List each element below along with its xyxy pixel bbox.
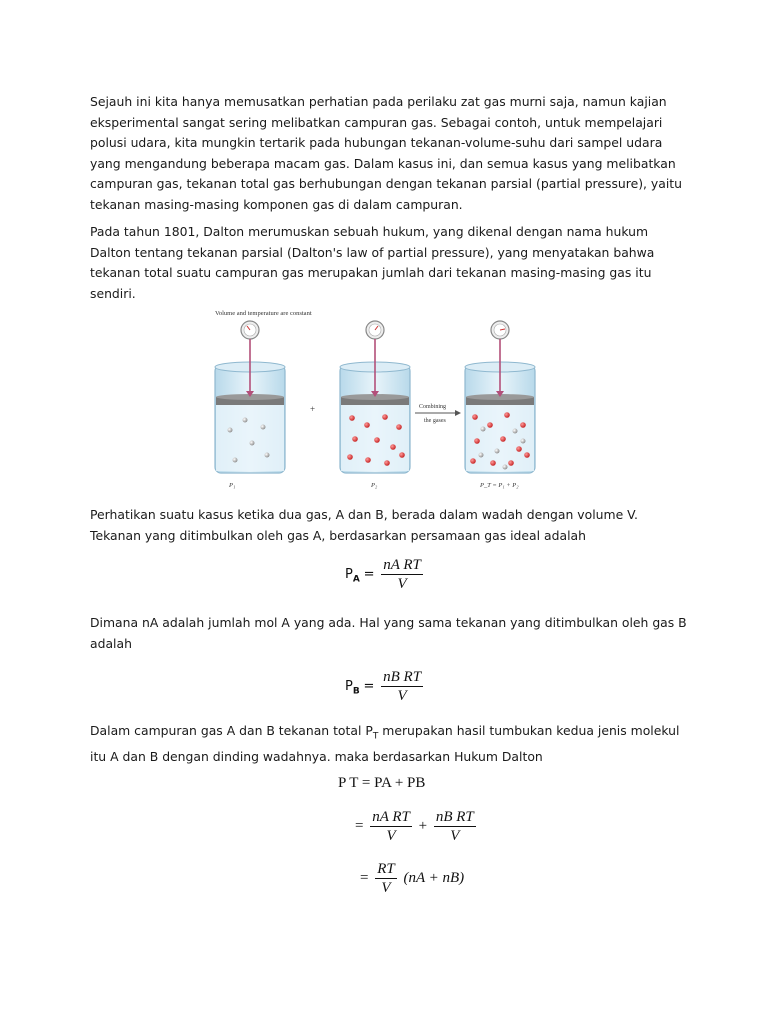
equation-pt: P T = PA + PB: [338, 775, 426, 791]
l2-fraction-a: $\frac{\text{nA RT}}{V}$: [372, 809, 410, 844]
container-gas-a: [215, 321, 285, 473]
dalton-figure: [205, 305, 545, 495]
l2-fraction-b: $\frac{\text{nB RT}}{V}$: [435, 809, 474, 844]
label-p1: P₁: [229, 482, 236, 489]
pb-numerator: nB RT: [383, 669, 422, 685]
paragraph-two-gases: Perhatikan suatu kasus ketika dua gas, A dan B, berada dalam wadah dengan volume V. Tekanan yang ditimbulkan oleh gas A, berdasarkan persamaan gas ideal adalah: [90, 507, 638, 543]
pa-fraction: [381, 557, 423, 592]
pb-lhs: $P_B$: [345, 678, 360, 697]
figure-caption-top: Volume and temperature are constant: [215, 310, 312, 317]
equation-pa: [345, 557, 426, 592]
equation-pt-expanded: [355, 809, 479, 844]
pb-fraction: [381, 669, 423, 704]
pb-equals: =: [363, 678, 375, 694]
container-mixed-gas: [465, 321, 535, 473]
pa-equals: =: [363, 566, 375, 582]
paragraph-na-definition: Dimana nA adalah jumlah mol A yang ada. Hal yang sama tekanan yang ditimbulkan oleh gas B adalah: [90, 615, 687, 651]
label-p2: P₂: [371, 482, 378, 489]
paragraph-dalton-law: Pada tahun 1801, Dalton merumuskan sebuah hukum, yang dikenal dengan nama hukum Dalton tentang tekanan parsial (Dalton's law of partial pressure), yang menyatakan bahwa tekanan total suatu campuran gas merupakan jumlah dari tekanan masing-masing gas itu sendiri.: [90, 224, 655, 301]
paragraph-intro: Sejauh ini kita hanya memusatkan perhatian pada perilaku zat gas murni saja, namun kajian eksperimental sangat sering melibatkan campuran gas. Sebagai contoh, untuk mempelajari polusi udara, kita mungkin tertarik pada hubungan tekanan-volume-suhu dari sampel udara yang mengandung beberapa macam gas. Dalam kasus ini, dan semua kasus yang melibatkan campuran gas, tekanan total gas berhubungan dengan tekanan parsial (partial pressure), yaitu tekanan masing-masing komponen gas di dalam campuran.: [90, 94, 683, 212]
arrow-label-2: the gases: [424, 418, 446, 424]
paragraph-total-pressure: Dalam campuran gas A dan B tekanan total $P_T$ merupakan hasil tumbukan kedua jenis molekul itu A dan B dengan dinding wadahnya. maka berdasarkan Hukum Dalton: [90, 723, 680, 764]
pb-denominator: V: [397, 688, 407, 704]
l3-parenthesis: (nA + nB): [403, 869, 465, 886]
equation-pt-factored: [360, 861, 464, 896]
plus-sign: +: [310, 404, 316, 414]
equation-pb: [345, 669, 426, 704]
l3-equals: =: [360, 869, 369, 886]
l2-plus: +: [418, 817, 428, 834]
pa-denominator: V: [397, 576, 407, 592]
arrow-label-1: Combining: [419, 404, 447, 410]
label-pt: P_T = P₁ + P₂: [480, 482, 519, 489]
pa-lhs: $P_A$: [345, 566, 360, 585]
l2-equals: =: [355, 817, 364, 834]
l3-fraction: $\frac{RT}{V}$: [377, 861, 395, 896]
dalton-figure-svg: [205, 305, 545, 495]
pa-numerator: nA RT: [383, 557, 421, 573]
container-gas-b: [340, 321, 410, 473]
combining-arrow: [415, 404, 461, 424]
